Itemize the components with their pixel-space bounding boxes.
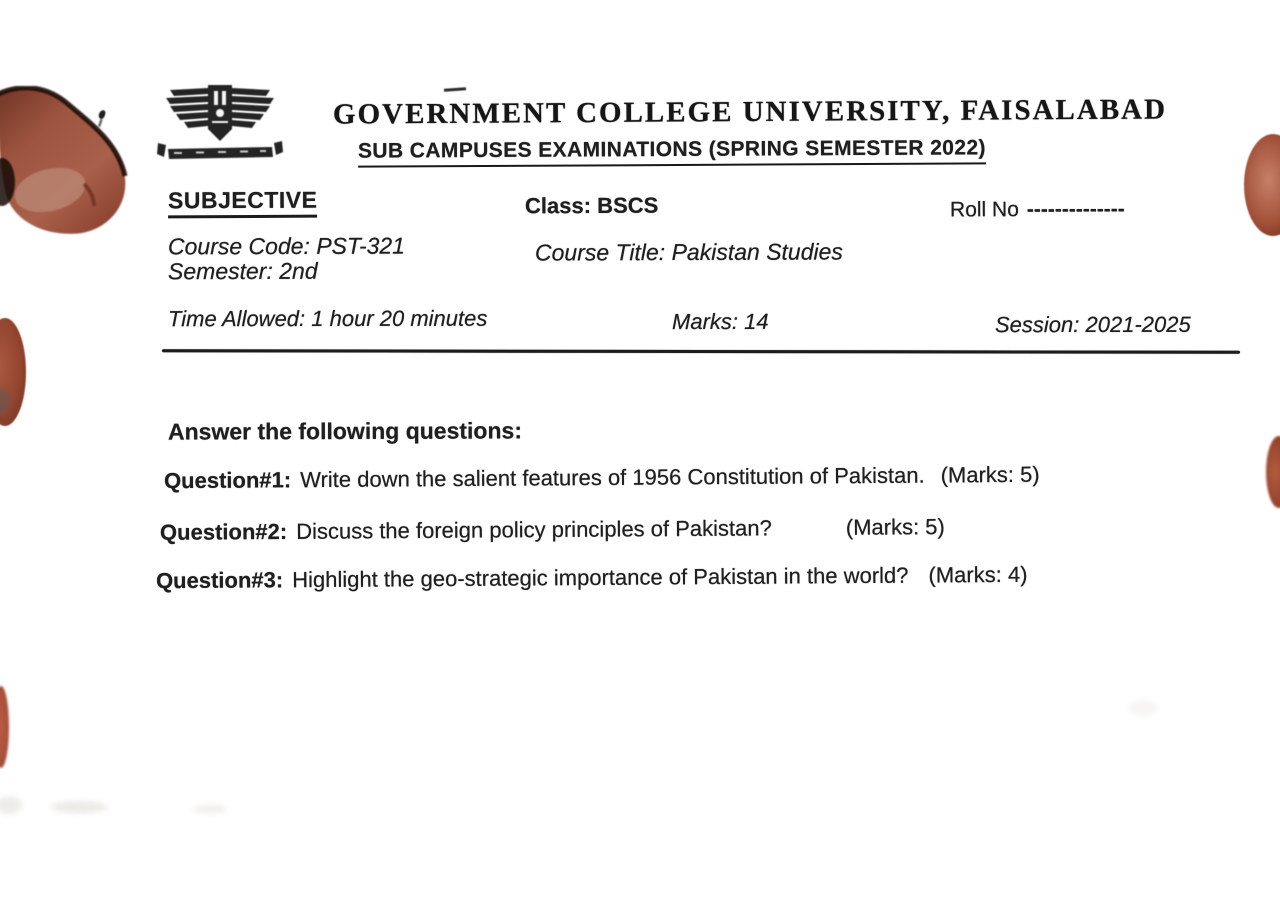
roll-no-field (950, 198, 1125, 223)
time-allowed: Time Allowed: 1 hour 20 minutes (167, 305, 488, 332)
paper-shadow-smudge (193, 805, 227, 813)
exam-title: SUB CAMPUSES EXAMINATIONS (SPRING SEMESTER 2022) (358, 136, 986, 167)
paper-shadow-smudge (0, 796, 22, 814)
fingertip-bottom-left (0, 686, 9, 768)
course-title: Course Title: Pakistan Studies (534, 238, 843, 266)
question-2-label: Question#2: (159, 518, 288, 545)
spacer (772, 535, 846, 536)
university-name: GOVERNMENT COLLEGE UNIVERSITY, FAISALABAD (332, 93, 1168, 131)
fingertip-right-middle (1266, 436, 1280, 508)
question-row-1 (164, 462, 1040, 494)
paper-shadow-smudge (50, 801, 108, 813)
question-1-text: Write down the salient features of 1956 Constitution of Pakistan. (300, 462, 925, 493)
thumb-top-left (0, 86, 130, 238)
question-1-marks: (Marks: 5) (940, 461, 1040, 488)
paper-type-label: SUBJECTIVE (168, 187, 318, 219)
total-marks: Marks: 14 (671, 308, 769, 335)
scan-artifact-speck (98, 109, 106, 119)
question-3-text: Highlight the geo-strategic importance of Pakistan in the world? (292, 562, 909, 593)
fingertip-right-top (1244, 134, 1280, 236)
question-2-text: Discuss the foreign policy principles of Pakistan? (296, 515, 772, 544)
instructions-heading: Answer the following questions: (167, 417, 522, 445)
question-3-marks: (Marks: 4) (928, 561, 1028, 588)
question-row-3 (156, 562, 1028, 594)
university-crest-icon (156, 83, 284, 169)
class-label: Class: BSCS (524, 192, 659, 219)
scan-artifact-dash (444, 87, 466, 92)
course-code: Course Code: PST-321 (167, 232, 405, 260)
paper-shadow-smudge (1128, 700, 1158, 716)
roll-no-label: Roll No (949, 198, 1019, 222)
question-2-marks: (Marks: 5) (845, 514, 945, 540)
horizontal-divider (162, 349, 1240, 354)
question-3-label: Question#3: (155, 567, 284, 594)
question-1-label: Question#1: (163, 467, 292, 494)
semester: Semester: 2nd (167, 257, 318, 285)
session: Session: 2021-2025 (994, 311, 1191, 338)
question-row-2 (160, 514, 945, 546)
roll-no-blank-line: -------------- (1026, 197, 1125, 222)
fingertip-left-middle (0, 318, 26, 426)
